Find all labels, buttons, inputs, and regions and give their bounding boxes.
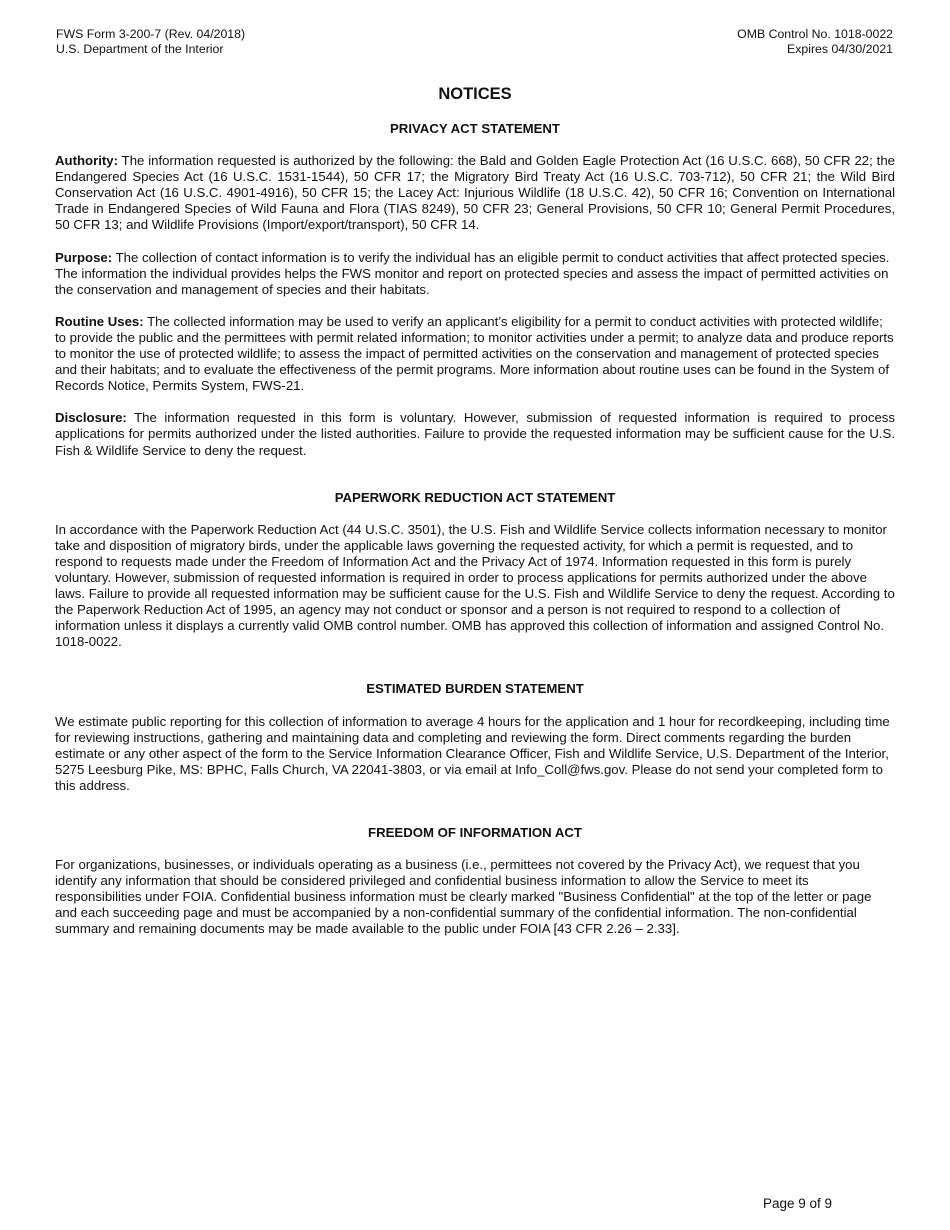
page-title: NOTICES: [438, 85, 512, 103]
burden-paragraph: We estimate public reporting for this collection of information to average 4 hours for the application and 1 hour for recordkeeping, including time for reviewing instructions, gathering and maintaining data and completing and reviewing the form. Direct comments regarding the burden estimate or any other aspect of the form to the Service Information Clearance Officer, Fish and Wildlife Service, U.S. Department of the Interior, 5275 Leesburg Pike, MS: BPHC, Falls Church, VA 22041-3803, or via email at Info_Coll@fws.gov. Please do not send your completed form to this address.: [55, 713, 890, 793]
foia-paragraph: For organizations, businesses, or individuals operating as a business (i.e., permittees not covered by the Privacy Act), we request that you identify any information that should be considered privileged and confidential business information to allow the Service to meet its responsibilities under FOIA. Confidential business information must be clearly marked "Business Confidential" at the top of the letter or page and each succeeding page and must be accompanied by a non-confidential summary of the confidential information. The non-confidential summary and remaining documents may be made available to the public under FOIA [43 CFR 2.26 – 2.33].: [55, 857, 872, 937]
expiration-date: Expires 04/30/2021: [787, 42, 893, 56]
authority-text: The information requested is authorized by the following: the Bald and Golden Eagle Protection Act (16 U.S.C. 668), 50 CFR 22; the Endangered Species Act (16 U.S.C. 1531-1544), 50 CFR 17; the Migratory Bird Treaty Act (16 U.S.C. 703-712), 50 CFR 21; the Wild Bird Conservation Act (16 U.S.C. 4901-4916), 50 CFR 15; the Lacey Act: Injurious Wildlife (18 U.S.C. 42), 50 CFR 16; Convention on International Trade in Endangered Species of Wild Fauna and Flora (TIAS 8249), 50 CFR 23; General Provisions, 50 CFR 10; General Permit Procedures, 50 CFR 13; and Wildlife Provisions (Import/export/transport), 50 CFR 14.: [55, 153, 895, 233]
department: U.S. Department of the Interior: [56, 42, 224, 56]
notices-content: [55, 121, 895, 938]
purpose-text: The collection of contact information is to verify the individual has an eligible permit to conduct activities that affect protected species. The information the individual provides helps the FWS monitor and report on protected species and assess the impact of permitted activities on the conservation and management of species and their habitats.: [55, 249, 890, 297]
authority-paragraph: [55, 153, 895, 233]
burden-heading: ESTIMATED BURDEN STATEMENT: [366, 681, 584, 697]
routine-uses-label: Routine Uses:: [55, 313, 144, 329]
disclosure-text: The information requested in this form is voluntary. However, submission of requested information is required to process applications for permits authorized under the listed authorities. Failure to provide the requested information may be sufficient cause for the U.S. Fish & Wildlife Service to deny the request.: [55, 410, 895, 458]
paperwork-paragraph: In accordance with the Paperwork Reduction Act (44 U.S.C. 3501), the U.S. Fish and Wildlife Service collects information necessary to monitor take and disposition of migratory birds, under the applicable laws governing the requested activity, for which a permit is requested, and to respond to requests made under the Freedom of Information Act and the Privacy Act of 1974. Information requested in this form is purely voluntary. However, submission of requested information is required in order to process applications for permits authorized under the above laws. Failure to provide all requested information may be sufficient cause for the U.S. Fish and Wildlife Service to deny the request. According to the Paperwork Reduction Act of 1995, an agency may not conduct or sponsor and a person is not required to respond to a collection of information unless it displays a currently valid OMB control number. OMB has approved this collection of information and assigned Control No. 1018-0022.: [55, 521, 895, 650]
routine-uses-paragraph: [55, 314, 895, 394]
purpose-paragraph: [55, 250, 895, 298]
disclosure-paragraph: [55, 410, 895, 458]
foia-heading: FREEDOM OF INFORMATION ACT: [368, 825, 582, 840]
disclosure-label: Disclosure:: [55, 410, 127, 426]
header-left: [56, 27, 245, 57]
omb-control-number: OMB Control No. 1018-0022: [737, 27, 893, 41]
header-right: [737, 27, 893, 57]
paperwork-heading: PAPERWORK REDUCTION ACT STATEMENT: [334, 489, 616, 505]
privacy-act-heading: PRIVACY ACT STATEMENT: [390, 121, 560, 136]
authority-label: Authority:: [55, 153, 118, 169]
page-number: Page 9 of 9: [763, 1196, 833, 1211]
purpose-label: Purpose:: [55, 249, 113, 265]
form-id: FWS Form 3-200-7 (Rev. 04/2018): [56, 27, 246, 41]
routine-uses-text: The collected information may be used to verify an applicant’s eligibility for a permit to conduct activities with protected wildlife; to provide the public and the permittees with permit related information; to monitor activities under a permit; to analyze data and produce reports to monitor the use of protected wildlife; to assess the impact of permitted activities on the conservation and management of protected species and their habitats; and to evaluate the effectiveness of the permit programs. More information about routine uses can be found in the System of Records Notice, Permits System, FWS-21.: [55, 313, 894, 394]
